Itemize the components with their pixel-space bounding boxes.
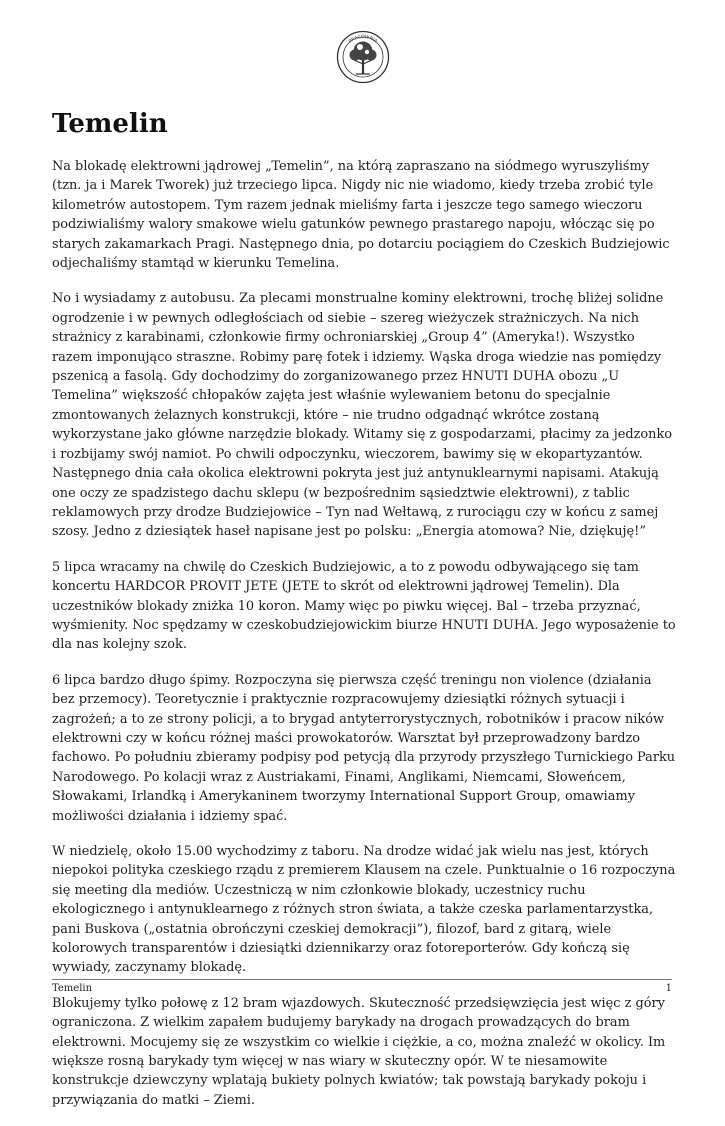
footer-divider — [52, 979, 672, 980]
tree-seal-icon — [336, 30, 390, 84]
page-number: 1 — [665, 983, 672, 994]
article-body — [52, 157, 678, 1126]
paragraph: 5 lipca wracamy na chwilę do Czeskich Budziejowic, a to z powodu odbywającego się tam koncertu HARDCOR PROVIT JETE (JETE to skrót od elektrowni jądrowej Temelin). Dla uczestników blokady zniżka 10 koron. Mamy więc po piwku więcej. Bal – trzeba przyznać, wyśmienity. Noc spędzamy w czeskobudziejowickim biurze HNUTI DUHA. Jego wyposażenie to dla nas kolejny szok. — [52, 559, 676, 653]
paragraph: No i wysiadamy z autobusu. Za plecami monstrualne kominy elektrowni, trochę bliżej solidne ogrodzenie i w pewnych odległościach od siebie – szereg wieżyczek strażniczych. Na nich strażnicy z karabinami, członkowie firmy ochroniarskiej „Group 4” (Ameryka!). Wszystko razem imponująco straszne. Robimy parę fotek i idziemy. Wąska droga wiedzie nas pomiędzy pszenicą a fasolą. Gdy dochodzimy do zorganizowanego przez HNUTI DUHA obozu „U Temelina” większość chłopaków zajęta jest właśnie wylewaniem betonu do specjalnie zmontowanych żelaznych konstrukcji, które – nie trudno odgadnąć wkrótce zostaną wykorzystane jako główne narzędzie blokady. Witamy się z gospodarzami, płacimy za jedzonko i rozbijamy swój namiot. Po chwili odpoczynku, wieczorem, bawimy się w ekopartyzantów. Następnego dnia cała okolica elektrowni pokryta jest już antynuklearnymi napisami. Atakują one oczy ze spadzistego dachu sklepu (w bezpośrednim sąsiedztwie elektrowni), z tablic reklamowych przy drodze Budziejowice – Tyn nad Wełtawą, z rurociągu czy w końcu z samej szosy. Jedno z dziesiątek haseł napisane jest po polsku: „Energia atomowa? Nie, dziękuję!” — [52, 291, 673, 540]
logo-seal — [336, 30, 390, 84]
paragraph: Na blokadę elektrowni jądrowej „Temelin”, na którą zapraszano na siódmego wyruszyliśmy (tzn. ja i Marek Tworek) już trzeciego lipca. Nigdy nic nie wiadomo, kiedy trzeba zrobić tyle kilometrów autostopem. Tym razem jednak mieliśmy farta i jeszcze tego samego wieczoru podziwialiśmy walory smakowe wielu gatunków pewnego prastarego napoju, włócząc się po starych zakamarkach Pragi. Następnego dnia, po dotarciu pociągiem do Czeskich Budziejowic odjechaliśmy stamtąd w kierunku Temelina. — [52, 159, 670, 272]
svg-text:PRACOWNIA: PRACOWNIA — [348, 34, 378, 45]
paragraph: W niedzielę, około 15.00 wychodzimy z taboru. Na drodze widać jak wielu nas jest, których niepokoi polityka czeskiego rządu z premierem Klausem na czele. Punktualnie o 16 rozpoczyna się meeting dla mediów. Uczestniczą w nim członkowie blokady, uczestnicy ruchu ekologicznego i antynuklearnego z różnych stron świata, a także czeska parlamentarzystka, pani Buskova („ostatnia obrończyni czeskiej demokracji”), filozof, bard z gitarą, wiele kolorowych transparentów i dziesiątki dziennikarzy oraz fotoreporterów. Gdy kończą się wywiady, zaczynamy blokadę. — [52, 844, 676, 976]
paragraph: Blokujemy tylko połowę z 12 bram wjazdowych. Skuteczność przedsięwzięcia jest więc z góry ograniczona. Z wielkim zapałem budujemy barykady na drogach prowadzących do bram elektrowni. Mocujemy się ze wszystkim co wielkie i ciężkie, a co, można znaleźć w okolicy. Im większe rosną barykady tym więcej w nas wiary w skuteczny opór. W te niesamowite konstrukcje dziewczyny wplatają bukiety polnych kwiatów; tak powstają barykady pokoju i przywiązania do matki – Ziemi. — [52, 995, 666, 1108]
footer-title: Temelin — [52, 983, 93, 994]
page-title: Temelin — [52, 109, 168, 139]
paragraph: 6 lipca bardzo długo śpimy. Rozpoczyna się pierwsza część treningu non violence (działania bez przemocy). Teoretycznie i praktycznie rozpracowujemy dziesiątki różnych sytuacji i zagrożeń; a to ze strony policji, a to brygad antyterrorystycznych, robotników i pracow ników elektrowni czy w końcu różnej maści prowokatorów. Warsztat był przeprowadzony bardzo fachowo. Po południu zbieramy podpisy pod petycją dla przyrody przyszłego Turnickiego Parku Narodowego. Po kolacji wraz z Austriakami, Finami, Anglikami, Niemcami, Słoweńcem, Słowakami, Irlandką i Amerykaninem tworzymy International Support Group, omawiamy możliwości działania i idziemy spać. — [52, 672, 676, 824]
